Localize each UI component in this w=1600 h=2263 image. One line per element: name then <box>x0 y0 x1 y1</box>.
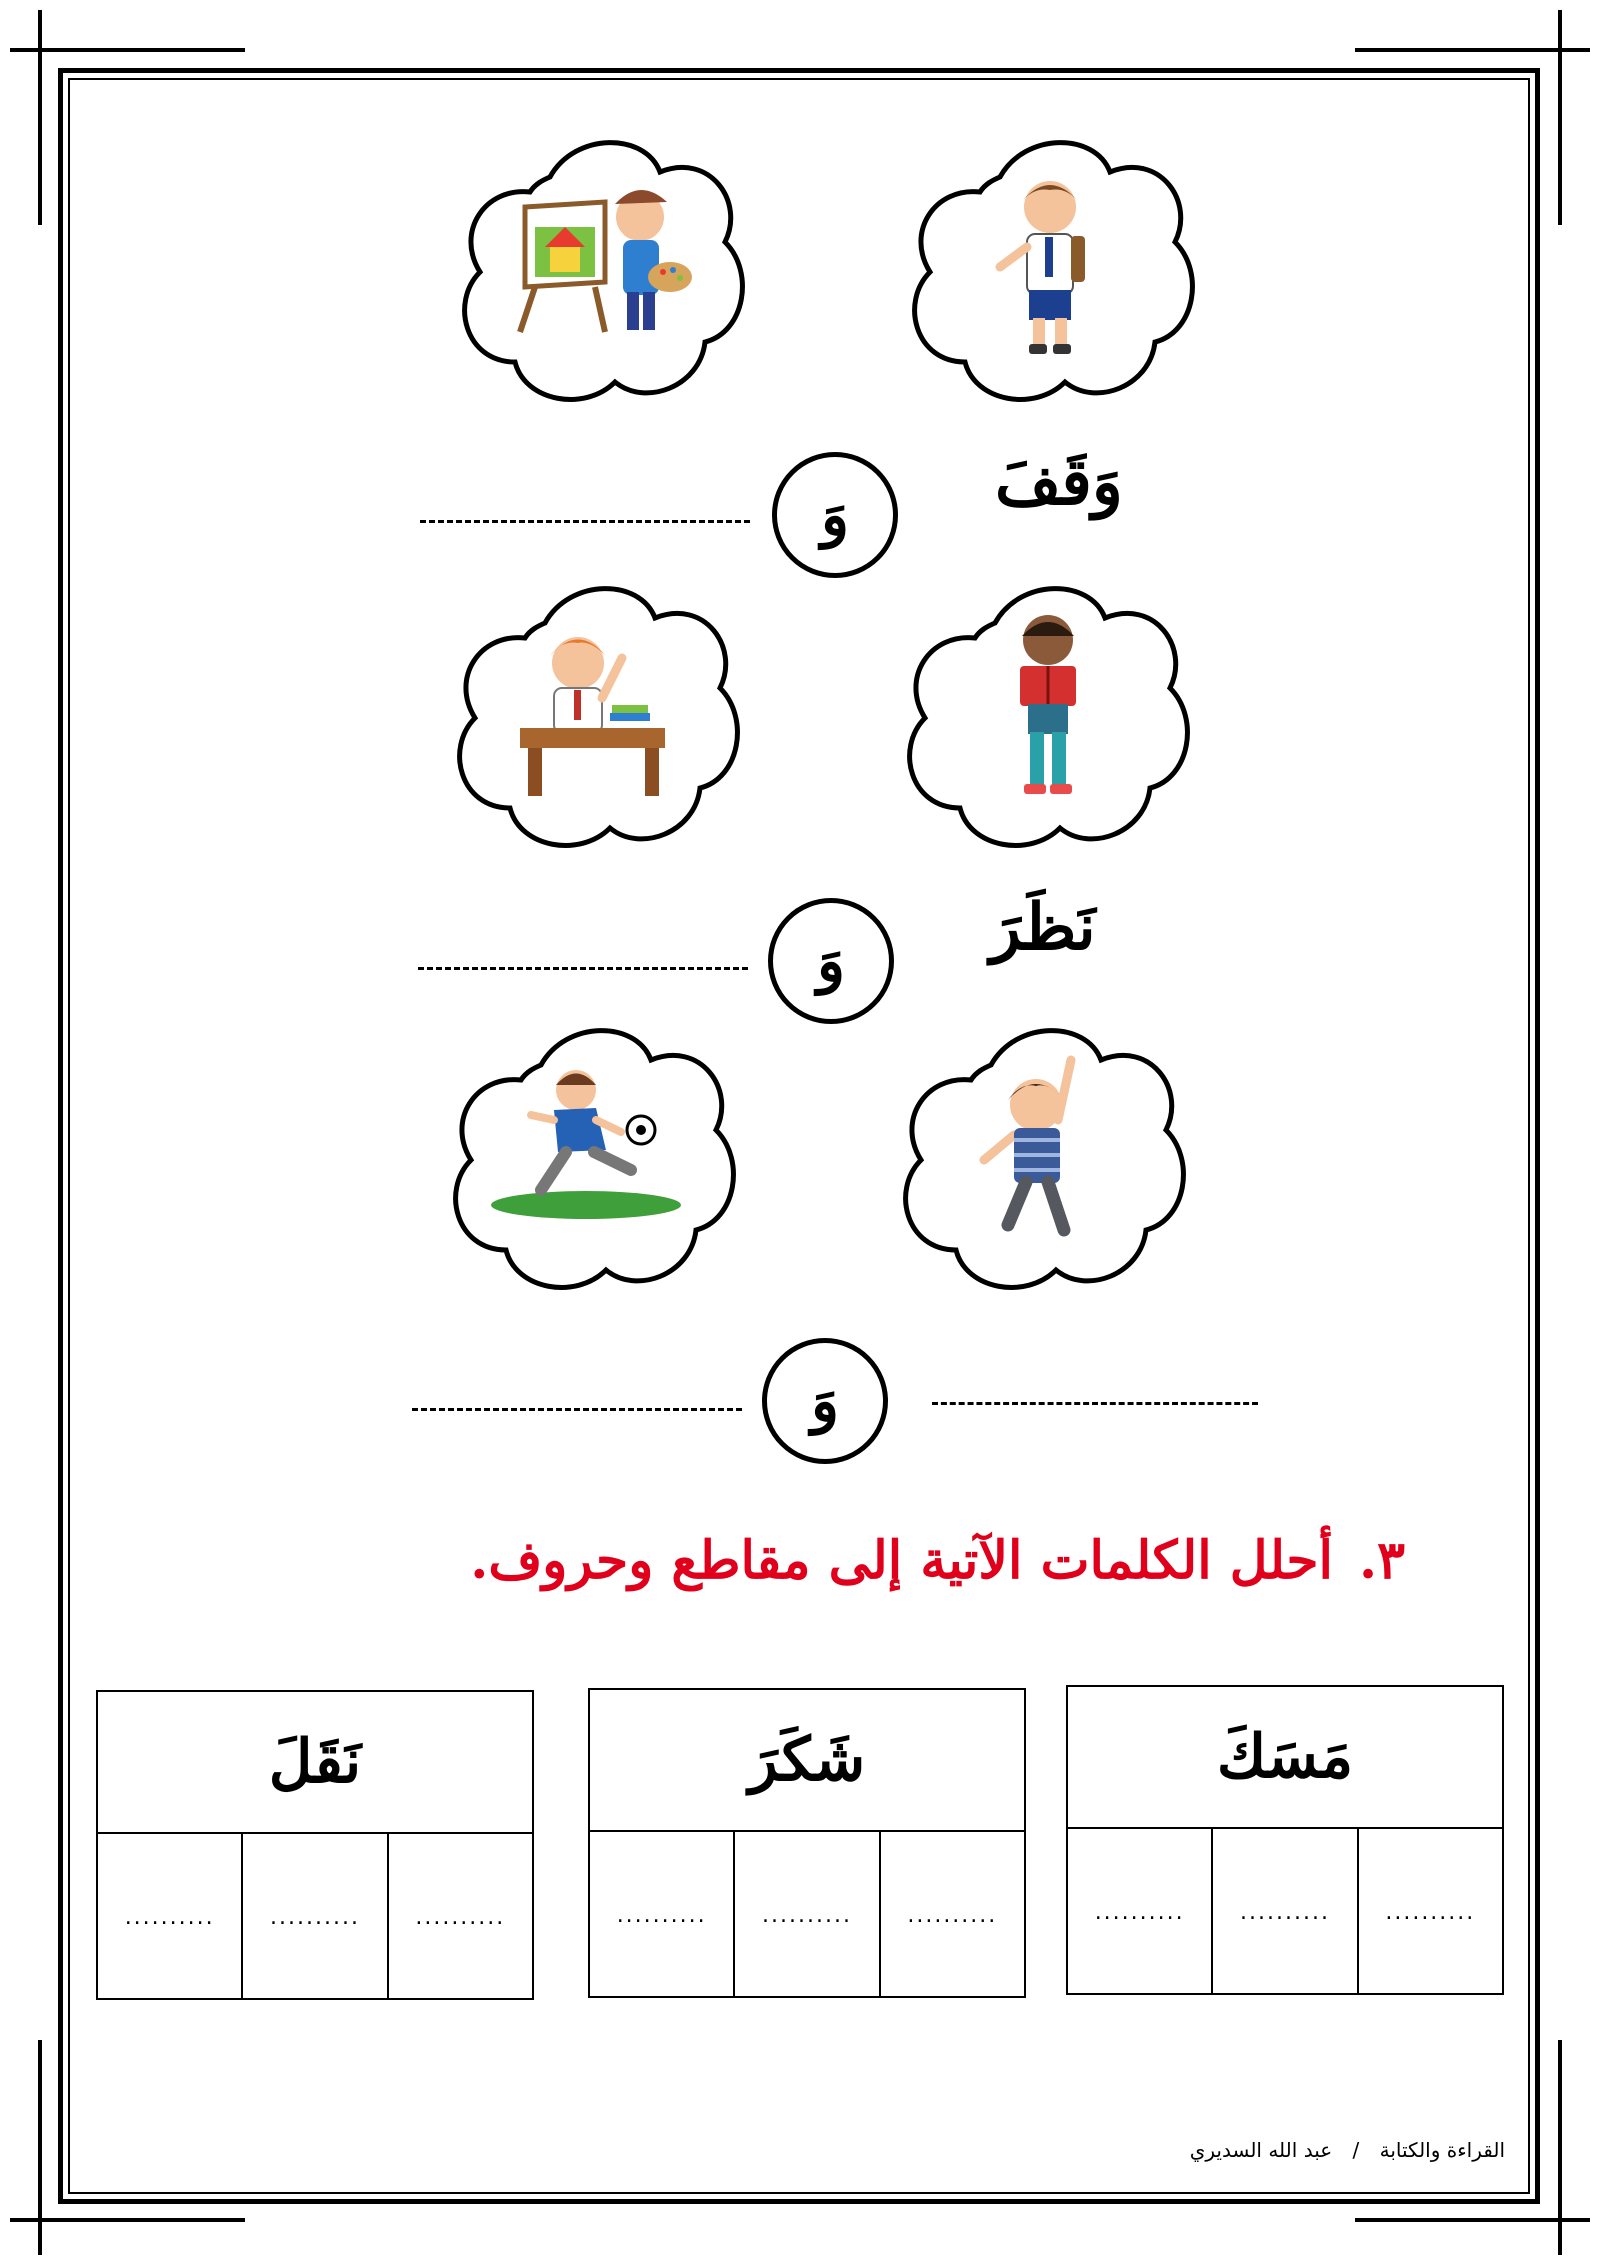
answer-line[interactable] <box>932 1402 1258 1405</box>
word-title: شَكَرَ <box>590 1690 1024 1832</box>
picture-cloud-standing <box>905 132 1195 402</box>
conjunction-circle: وَ <box>768 898 894 1024</box>
verb-word: نَظَرَ <box>990 890 1096 965</box>
syllable-cell[interactable]: .......... <box>879 1832 1024 1998</box>
word-title: نَقَلَ <box>98 1692 532 1834</box>
word-analysis-box <box>588 1688 1026 1998</box>
word-title: مَسَكَ <box>1068 1687 1502 1829</box>
footer-author: عبد الله السديري <box>1189 2138 1333 2162</box>
corner-line <box>1558 10 1562 225</box>
footer-subject: القراءة والكتابة <box>1379 2138 1505 2162</box>
answer-line[interactable] <box>418 967 748 970</box>
corner-line <box>1558 2040 1562 2255</box>
picture-cloud-football <box>446 1020 736 1290</box>
syllable-cell[interactable]: .......... <box>1094 1899 1185 1925</box>
picture-cloud-jumping <box>896 1020 1186 1290</box>
instruction-text: أحلل الكلمات الآتية إلى مقاطع وحروف. <box>470 1530 1333 1591</box>
answer-line[interactable] <box>420 520 750 523</box>
footer-separator: / <box>1352 2138 1360 2162</box>
corner-line <box>10 2218 245 2222</box>
word-analysis-box <box>1066 1685 1504 1995</box>
syllable-cell[interactable]: .......... <box>387 1834 532 2000</box>
answer-line[interactable] <box>412 1408 742 1411</box>
syllable-cell[interactable]: .......... <box>241 1834 386 2000</box>
verb-word: وَقَفَ <box>995 445 1123 520</box>
conjunction-circle: وَ <box>772 452 898 578</box>
conjunction-circle: وَ <box>762 1338 888 1464</box>
corner-line <box>1355 48 1590 52</box>
syllable-cell[interactable]: .......... <box>616 1902 707 1928</box>
syllable-cell[interactable]: .......... <box>1357 1829 1502 1995</box>
corner-line <box>10 48 245 52</box>
syllable-cell[interactable]: .......... <box>1211 1829 1356 1995</box>
page-footer <box>1190 2138 1505 2162</box>
instruction-number: ٣. <box>1358 1530 1405 1591</box>
instruction-heading <box>470 1530 1405 1591</box>
corner-line <box>38 10 42 225</box>
picture-cloud-desk <box>450 578 740 848</box>
corner-line <box>1355 2218 1590 2222</box>
syllable-cell[interactable]: .......... <box>733 1832 878 1998</box>
picture-cloud-painting <box>455 132 745 402</box>
picture-cloud-reading <box>900 578 1190 848</box>
corner-line <box>38 2040 42 2255</box>
syllable-cell[interactable]: .......... <box>124 1904 215 1930</box>
word-analysis-box <box>96 1690 534 2000</box>
